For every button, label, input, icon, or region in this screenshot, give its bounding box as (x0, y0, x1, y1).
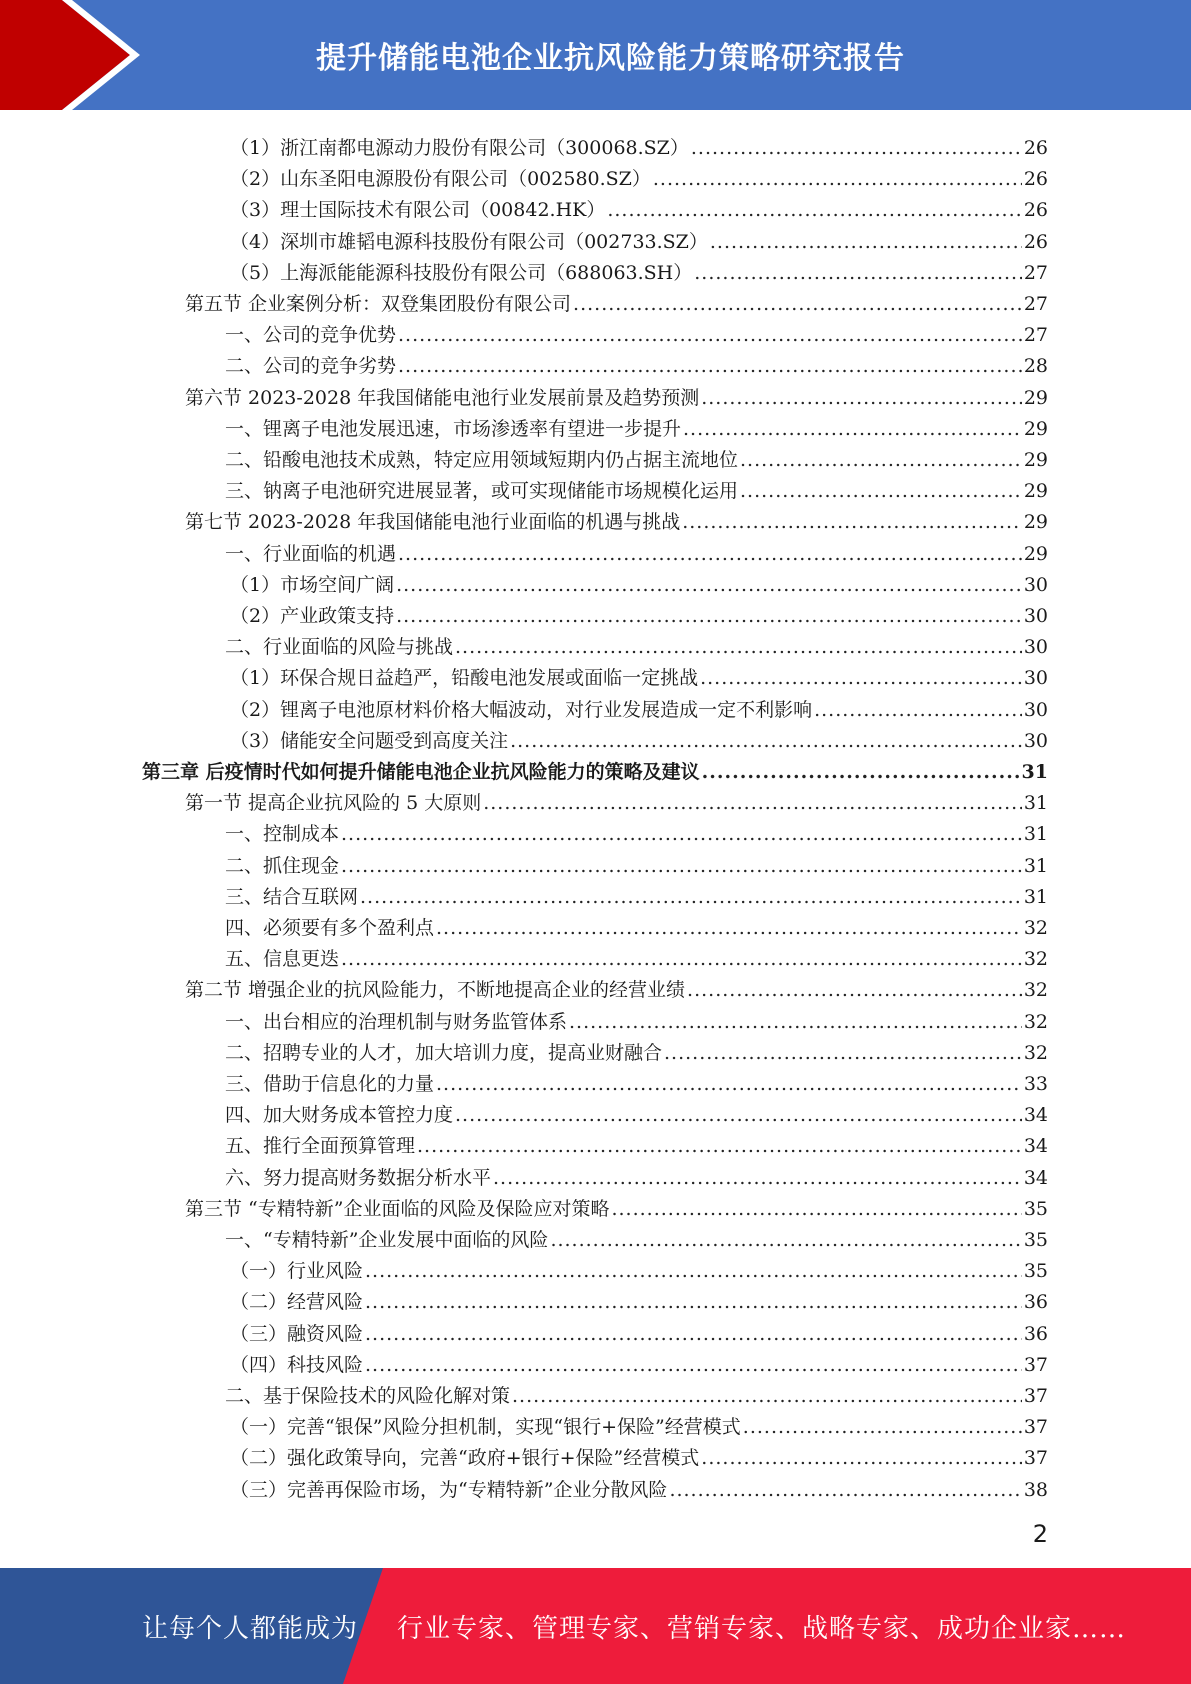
toc-entry-label: 三、结合互联网 (225, 885, 359, 908)
toc-entry-label: 三、钠离子电池研究进展显著，或可实现储能市场规模化运用 (225, 480, 739, 503)
toc-entry-page: 27 (1023, 261, 1048, 284)
toc-entry[interactable] (225, 1158, 1048, 1189)
toc-leader-dots (743, 1416, 1022, 1438)
toc-entry-page: 29 (1023, 449, 1048, 471)
toc-entry-page: 28 (1023, 355, 1048, 378)
toc-entry-label: （1）环保合规日益趋严，铅酸电池发展或面临一定挑战 (230, 667, 699, 690)
toc-entry-label: 第一节 提高企业抗风险的 5 大原则 (185, 792, 482, 815)
toc-entry-label: （一）行业风险 (230, 1260, 364, 1283)
toc-entry[interactable] (230, 1470, 1048, 1501)
toc-entry[interactable] (225, 346, 1048, 377)
toc-leader-dots (398, 324, 1022, 346)
toc-entry-label: 第三节 “专精特新”企业面临的风险及保险应对策略 (185, 1197, 610, 1220)
toc-leader-dots (653, 168, 1022, 190)
toc-leader-dots (664, 1042, 1022, 1064)
toc-entry-label: 第六节 2023-2028 年我国储能电池行业发展前景及趋势预测 (185, 386, 700, 409)
toc-entry[interactable] (230, 1438, 1048, 1469)
toc-entry-page: 31 (1021, 761, 1048, 783)
toc-entry[interactable] (230, 1282, 1048, 1313)
toc-entry-label: 二、基于保险技术的风险化解对策 (225, 1385, 511, 1407)
toc-entry-label: 二、招聘专业的人才，加大培训力度，提高业财融合 (225, 1041, 663, 1064)
toc-entry[interactable] (185, 284, 1048, 315)
toc-leader-dots (700, 667, 1022, 689)
toc-entry-label: 一、公司的竞争优势 (225, 324, 397, 347)
toc-entry-page: 37 (1023, 1416, 1048, 1439)
toc-leader-dots (341, 948, 1022, 970)
toc-entry-page: 29 (1023, 480, 1048, 503)
toc-leader-dots (611, 1198, 1021, 1220)
toc-entry-label: 五、推行全面预算管理 (225, 1135, 416, 1158)
toc-entry-page: 31 (1023, 823, 1048, 846)
toc-leader-dots (550, 1229, 1021, 1251)
toc-entry-page: 29 (1023, 386, 1048, 409)
toc-entry-label: （四）科技风险 (230, 1353, 364, 1376)
toc-entry-label: （3）理士国际技术有限公司（00842.HK） (230, 199, 606, 222)
toc-leader-dots (493, 1167, 1022, 1189)
toc-entry[interactable] (225, 877, 1048, 908)
toc-entry-page: 32 (1023, 1041, 1048, 1064)
toc-leader-dots (365, 1260, 1022, 1282)
toc-entry-page: 27 (1023, 293, 1048, 315)
toc-entry-label: （3）储能安全问题受到高度关注 (230, 729, 509, 752)
toc-leader-dots (436, 1073, 1022, 1095)
toc-leader-dots (360, 886, 1022, 908)
report-title: 提升储能电池企业抗风险能力策略研究报告 (316, 41, 905, 76)
toc-entry-page: 30 (1023, 636, 1048, 659)
toc-entry-label: 第二节 增强企业的抗风险能力，不断地提高企业的经营业绩 (185, 979, 686, 1002)
toc-entry-page: 27 (1023, 324, 1048, 347)
toc-entry[interactable] (225, 814, 1048, 845)
toc-leader-dots (398, 355, 1022, 377)
page-number: 2 (1032, 1520, 1048, 1548)
toc-leader-dots (417, 1135, 1022, 1157)
toc-entry-page: 36 (1023, 1291, 1048, 1314)
toc-entry[interactable] (185, 783, 1048, 814)
toc-entry-page: 32 (1023, 948, 1048, 971)
toc-entry-page: 32 (1023, 979, 1048, 1002)
toc-entry[interactable] (230, 596, 1048, 627)
toc-entry[interactable] (230, 1251, 1048, 1282)
toc-entry[interactable] (185, 1189, 1048, 1220)
toc-leader-dots (710, 231, 1022, 253)
toc-leader-dots (455, 636, 1022, 658)
toc-entry-label: （二）经营风险 (230, 1291, 364, 1314)
toc-entry-page: 29 (1023, 542, 1048, 565)
toc-entry[interactable] (230, 565, 1048, 596)
toc-entry-page: 30 (1023, 698, 1048, 721)
toc-entry-page: 38 (1023, 1478, 1048, 1501)
toc-entry-label: 第三章 后疫情时代如何提升储能电池企业抗风险能力的策略及建议 (142, 761, 700, 783)
toc-entry-page: 32 (1023, 917, 1048, 939)
toc-entry-page: 37 (1023, 1353, 1048, 1376)
toc-entry-page: 26 (1023, 230, 1048, 253)
toc-leader-dots (740, 449, 1022, 471)
toc-entry[interactable] (225, 1126, 1048, 1157)
toc-entry-label: 一、“专精特新”企业发展中面临的风险 (225, 1229, 549, 1251)
footer-slogan-left: 让每个人都能成为 (142, 1613, 359, 1644)
toc-entry-page: 29 (1023, 417, 1048, 440)
toc-entry-label: 四、必须要有多个盈利点 (225, 917, 435, 939)
toc-entry-page: 35 (1023, 1229, 1048, 1251)
toc-entry[interactable] (225, 440, 1048, 471)
toc-entry-page: 31 (1023, 792, 1048, 815)
toc-entry[interactable] (225, 1376, 1048, 1407)
toc-entry[interactable] (230, 1407, 1048, 1438)
toc-entry[interactable] (225, 471, 1048, 502)
toc-entry-page: 35 (1023, 1197, 1048, 1220)
toc-entry[interactable] (225, 846, 1048, 877)
toc-entry-page: 33 (1023, 1073, 1048, 1095)
toc-entry[interactable] (225, 1220, 1048, 1251)
toc-leader-dots (669, 1479, 1021, 1501)
toc-leader-dots (396, 605, 1022, 627)
toc-entry-label: （5）上海派能能源科技股份有限公司（688063.SH） (230, 261, 693, 284)
toc-entry-label: 一、行业面临的机遇 (225, 542, 397, 565)
toc-entry-page: 30 (1023, 573, 1048, 596)
toc-entry-page: 34 (1023, 1166, 1048, 1189)
toc-entry-label: 三、借助于信息化的力量 (225, 1073, 435, 1095)
toc-entry-label: （2）产业政策支持 (230, 605, 395, 627)
toc-entry[interactable] (225, 627, 1048, 658)
toc-entry-label: 一、锂离子电池发展迅速，市场渗透率有望进一步提升 (225, 417, 682, 440)
toc-entry-label: （4）深圳市雄韬电源科技股份有限公司（002733.SZ） (230, 230, 708, 253)
toc-leader-dots (455, 1104, 1022, 1126)
toc-entry[interactable] (225, 534, 1048, 565)
toc-leader-dots (436, 917, 1022, 939)
toc-entry-page: 31 (1023, 854, 1048, 877)
toc-leader-dots (341, 855, 1022, 877)
toc-leader-dots (701, 1447, 1022, 1469)
toc-entry-label: 一、控制成本 (225, 823, 340, 846)
toc-entry[interactable] (142, 752, 1048, 783)
toc-entry-page: 37 (1023, 1447, 1048, 1470)
toc-entry[interactable] (185, 970, 1048, 1001)
toc-entry[interactable] (230, 1314, 1048, 1345)
toc-leader-dots (694, 262, 1022, 284)
toc-entry-label: （2）山东圣阳电源股份有限公司（002580.SZ） (230, 168, 651, 191)
toc-entry[interactable] (185, 502, 1048, 533)
toc-leader-dots (398, 543, 1022, 565)
toc-entry[interactable] (230, 128, 1048, 159)
toc-entry[interactable] (225, 1033, 1048, 1064)
toc-leader-dots (483, 792, 1022, 814)
toc-entry-label: （二）强化政策导向，完善“政府+银行+保险”经营模式 (230, 1447, 700, 1470)
toc-entry-page: 35 (1023, 1260, 1048, 1283)
toc-leader-dots (740, 480, 1022, 502)
toc-entry[interactable] (230, 721, 1048, 752)
toc-leader-dots (569, 1011, 1022, 1033)
toc-entry[interactable] (185, 378, 1048, 409)
toc-leader-dots (814, 699, 1022, 721)
toc-entry[interactable] (230, 253, 1048, 284)
toc-leader-dots (683, 418, 1022, 440)
toc-leader-dots (682, 511, 1022, 533)
toc-entry-label: 二、行业面临的风险与挑战 (225, 636, 454, 659)
toc-entry-label: 第五节 企业案例分析：双登集团股份有限公司 (185, 293, 572, 315)
toc-entry-page: 26 (1023, 137, 1048, 159)
toc-leader-dots (365, 1291, 1022, 1313)
toc-entry-page: 32 (1023, 1010, 1048, 1033)
toc-entry[interactable] (225, 1064, 1048, 1095)
toc-entry[interactable] (230, 1345, 1048, 1376)
toc-entry-page: 29 (1023, 511, 1048, 534)
footer-slogan-right: 行业专家、管理专家、营销专家、战略专家、成功企业家…… (397, 1613, 1127, 1644)
toc-entry[interactable] (225, 409, 1048, 440)
header-arrow-decoration (0, 0, 150, 110)
toc-leader-dots (607, 199, 1021, 221)
toc-entry-page: 36 (1023, 1322, 1048, 1345)
toc-entry[interactable] (230, 159, 1048, 190)
toc-leader-dots (396, 574, 1022, 596)
toc-leader-dots (512, 1385, 1022, 1407)
toc-entry-label: （1）浙江南都电源动力股份有限公司（300068.SZ） (230, 137, 689, 159)
toc-entry-label: （三）完善再保险市场，为“专精特新”企业分散风险 (230, 1478, 668, 1501)
toc-entry-label: （1）市场空间广阔 (230, 573, 395, 596)
toc-entry[interactable] (230, 690, 1048, 721)
page-footer (0, 1568, 1191, 1684)
toc-leader-dots (365, 1323, 1022, 1345)
toc-entry-label: 第七节 2023-2028 年我国储能电池行业面临的机遇与挑战 (185, 511, 681, 534)
toc-entry-label: 二、铅酸电池技术成熟，特定应用领域短期内仍占据主流地位 (225, 449, 739, 471)
toc-entry-page: 26 (1023, 168, 1048, 191)
toc-entry[interactable] (225, 1095, 1048, 1126)
toc-entry-label: 二、公司的竞争劣势 (225, 355, 397, 378)
toc-entry-label: 一、出台相应的治理机制与财务监管体系 (225, 1010, 568, 1033)
toc-entry-label: 二、抓住现金 (225, 854, 340, 877)
toc-entry-page: 31 (1023, 885, 1048, 908)
toc-leader-dots (702, 761, 1020, 783)
toc-entry-page: 34 (1023, 1104, 1048, 1127)
toc-entry-page: 34 (1023, 1135, 1048, 1158)
toc-entry-label: （三）融资风险 (230, 1322, 364, 1345)
toc-entry[interactable] (225, 1002, 1048, 1033)
toc-entry[interactable] (230, 658, 1048, 689)
toc-entry[interactable] (230, 222, 1048, 253)
toc-entry-label: 四、加大财务成本管控力度 (225, 1104, 454, 1127)
toc-entry-label: （2）锂离子电池原材料价格大幅波动，对行业发展造成一定不利影响 (230, 698, 813, 721)
toc-entry-page: 26 (1023, 199, 1048, 222)
toc-entry-label: 五、信息更迭 (225, 948, 340, 971)
toc-entry-label: 六、努力提高财务数据分析水平 (225, 1166, 492, 1189)
toc-leader-dots (510, 730, 1022, 752)
toc-entry-page: 30 (1023, 605, 1048, 627)
toc-leader-dots (573, 293, 1022, 315)
toc-entry[interactable] (230, 190, 1048, 221)
toc-entry-page: 37 (1023, 1385, 1048, 1407)
page-header (0, 0, 1191, 110)
toc-leader-dots (365, 1354, 1022, 1376)
toc-leader-dots (701, 387, 1022, 409)
toc-entry[interactable] (225, 939, 1048, 970)
toc-entry[interactable] (225, 908, 1048, 939)
toc-leader-dots (687, 979, 1022, 1001)
toc-entry-page: 30 (1023, 729, 1048, 752)
toc-entry-page: 30 (1023, 667, 1048, 690)
toc-entry-label: （一）完善“银保”风险分担机制，实现“银行+保险”经营模式 (230, 1416, 741, 1439)
toc-leader-dots (691, 137, 1022, 159)
toc-leader-dots (341, 823, 1022, 845)
toc-entry[interactable] (225, 315, 1048, 346)
